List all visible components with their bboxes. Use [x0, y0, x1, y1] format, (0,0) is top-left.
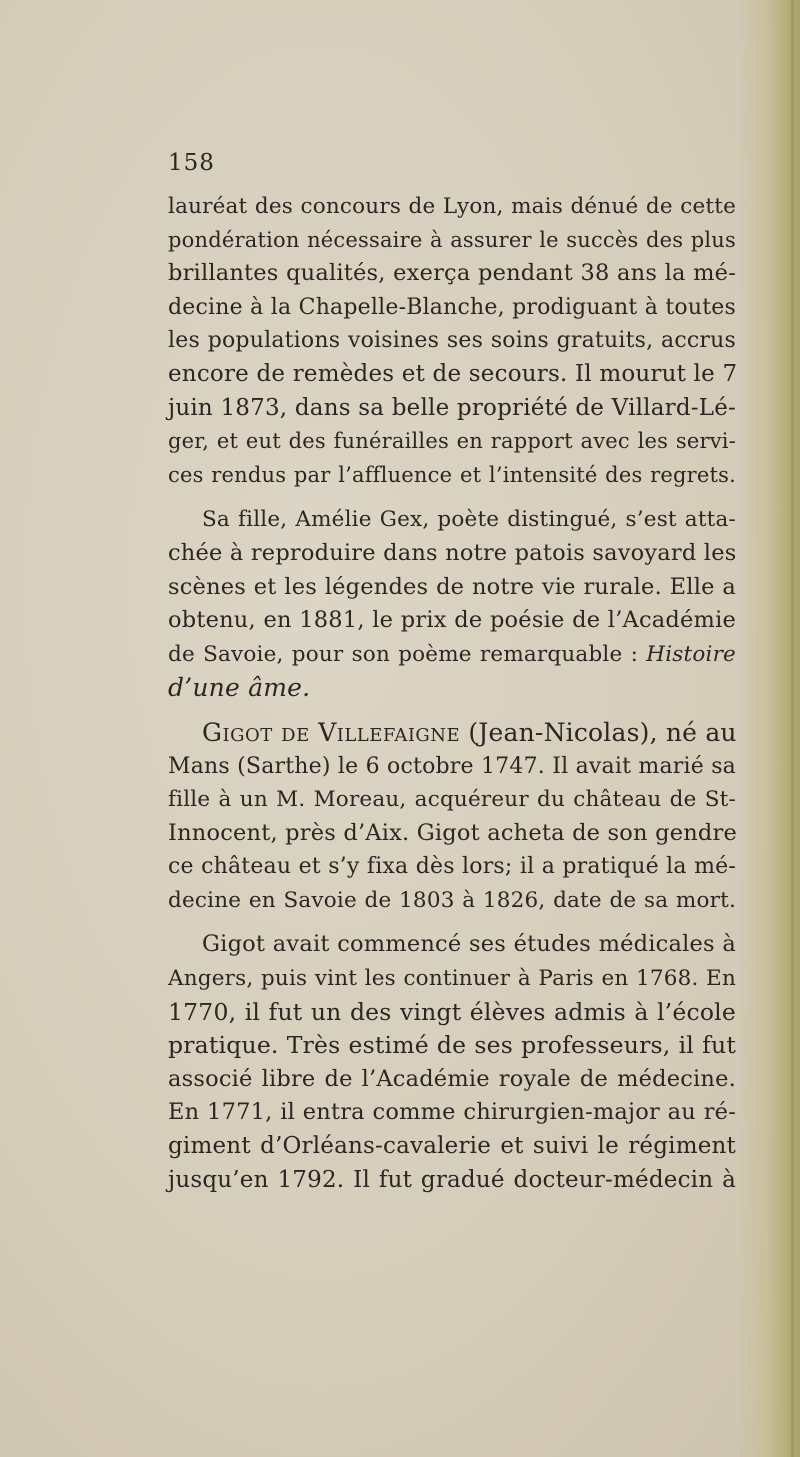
- text-line: ces rendus par l’affluence et l’intensité des regrets.: [168, 462, 736, 487]
- text-line: 1770, il fut un des vingt élèves admis à l’école: [168, 997, 736, 1026]
- text-line: associé libre de l’Académie royale de médecine.: [168, 1065, 736, 1092]
- text-line: pratique. Très estimé de ses professeurs, il fut: [168, 1031, 736, 1060]
- text-line: Angers, puis vint les continuer à Paris en 1768. En: [168, 966, 736, 992]
- paragraph-3: [168, 716, 736, 918]
- text-line: En 1771, il entra comme chirurgien-major au ré-: [168, 1099, 736, 1126]
- text-line: fille à un M. Moreau, acquéreur du château de St-: [168, 787, 736, 813]
- text-line: decine en Savoie de 1803 à 1826, date de sa mort.: [168, 887, 736, 913]
- text-line: scènes et les légendes de notre vie rurale. Elle a: [168, 573, 736, 600]
- entry-heading-rest: (Jean-Nicolas), né au: [460, 717, 737, 747]
- text-line: encore de remèdes et de secours. Il mourut le 7: [168, 360, 738, 387]
- text-line: pondération nécessaire à assurer le succès des plus: [168, 227, 736, 252]
- paragraph-2: [168, 503, 736, 705]
- paragraph-1: [168, 190, 736, 492]
- text-line: jusqu’en 1792. Il fut gradué docteur-médecin à: [168, 1166, 736, 1193]
- text-line: ger, et eut des funérailles en rapport avec les servi-: [168, 429, 736, 454]
- text-line: chée à reproduire dans notre patois savoyard les: [168, 539, 737, 566]
- body-text: [168, 190, 736, 1197]
- text-line: ce château et s’y fixa dès lors; il a pratiqué la mé-: [168, 854, 736, 880]
- text-line: les populations voisines ses soins gratuits, accrus: [168, 328, 736, 354]
- page-number: 158: [168, 150, 215, 176]
- text-line: Innocent, près d’Aix. Gigot acheta de son gendre: [168, 819, 737, 846]
- text-line: giment d’Orléans-cavalerie et suivi le régiment: [168, 1133, 736, 1160]
- text-line: lauréat des concours de Lyon, mais dénué de cette: [168, 194, 736, 219]
- text-line: Mans (Sarthe) le 6 octobre 1747. Il avait marié sa: [168, 753, 736, 779]
- paragraph-4: [168, 928, 736, 1197]
- entry-heading-name: Gigot de Villefaigne: [202, 717, 461, 747]
- text-line: [168, 716, 736, 750]
- text-line: brillantes qualités, exerça pendant 38 ans la mé-: [168, 260, 736, 287]
- text-line: obtenu, en 1881, le prix de poésie de l’Académie: [168, 607, 736, 634]
- text-segment: de Savoie, pour son poème remarquable :: [168, 641, 639, 667]
- text-line: juin 1873, dans sa belle propriété de Villard-Lé-: [168, 394, 736, 421]
- text-line: decine à la Chapelle-Blanche, prodiguant à toutes: [168, 294, 736, 320]
- text-line: Gigot avait commencé ses études médicales à: [202, 931, 736, 958]
- text-line: Sa fille, Amélie Gex, poète distingué, s’est atta-: [202, 507, 736, 533]
- italic-title: Histoire: [646, 641, 736, 667]
- text-line: [168, 638, 736, 672]
- page-edge-line: [791, 0, 794, 1457]
- text-line: [168, 671, 736, 705]
- italic-title: d’une âme.: [168, 673, 311, 703]
